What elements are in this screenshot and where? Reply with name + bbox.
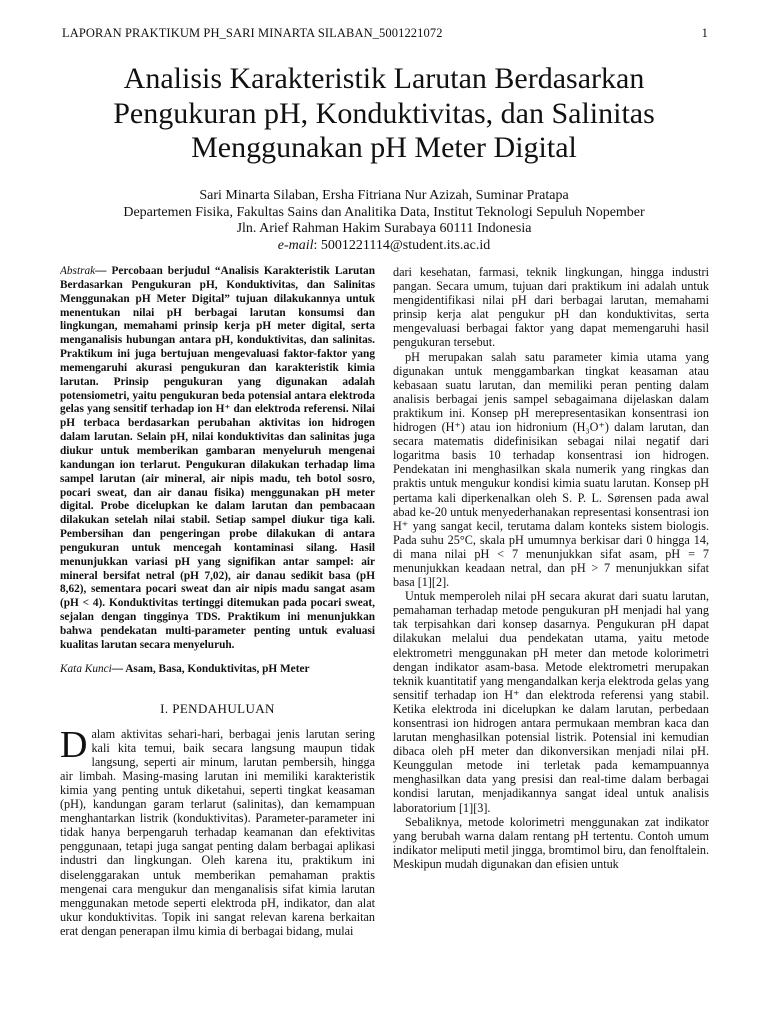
author-names: Sari Minarta Silaban, Ersha Fitriana Nur Azizah, Suminar Pratapa [199,188,569,203]
title-line-1: Analisis Karakteristik Larutan Berdasarkan [123,62,645,95]
author-affiliation: Departemen Fisika, Fakultas Sains dan Analitika Data, Institut Teknologi Sepuluh Nopember [123,204,645,220]
drop-cap: D [60,723,88,766]
right-column [393,265,709,1021]
abstract-lead: Abstrak [60,265,96,277]
paper-title [60,62,708,166]
email-label: e-mail [277,237,314,253]
abstract [60,265,375,653]
intro-paragraph-1-text: alam aktivitas sehari-hari, berbagai jenis larutan sering kali kita temui, baik secara langsung maupun tidak langsung, seperti air minum, larutan pembersih, hingga air limbah. Masing-masing larutan ini memiliki karakteristik kimia yang penting untuk diketahui, seperti tingkat keasaman (pH), kandungan garam terlarut (salinitas), dan kemampuan menghantarkan listrik (konduktivitas). Parameter-parameter ini tidak hanya berpengaruh terhadap keamanan dan efektivitas penggunaan, tetapi juga sangat penting dalam berbagai aplikasi industri dan lingkungan. Oleh karena itu, praktikum ini diselenggarakan untuk memberikan pemahaman praktis mengenai cara mengukur dan menganalisis sifat kimia larutan menggunakan metode seperti elektroda pH, indikator, dan alat ukur konduktivitas. Topik ini sangat relevan karena berkaitan erat dengan penerapan ilmu kimia di berbagai bidang, mulai [60,726,375,938]
intro-paragraph-1 [60,723,375,938]
running-header [62,26,708,42]
author-email-line [60,238,708,255]
title-line-3: Menggunakan pH Meter Digital [191,131,577,164]
keywords-text: — Asam, Basa, Konduktivitas, pH Meter [111,662,310,675]
author-email: : 5001221114@student.its.ac.id [313,237,491,253]
page-number: 1 [701,26,708,40]
abstract-text: — Percobaan berjudul “Analisis Karakteristik Larutan Berdasarkan Pengukuran pH, Konduktivitas, dan Salinitas Menggunakan pH Meter Digital” tujuan dilakukannya untuk menentukan nilai pH berbagai larutan konsumsi dan lingkungan, memahami prinsip kerja pH meter digital, serta menganalisis hubungan antara pH, konduktivitas, dan salinitas. Praktikum ini juga bertujuan mengevaluasi faktor-faktor yang memengaruhi akurasi pengukuran dan karakteristik kimia larutan. Prinsip pengukuran yang digunakan adalah potensiometri, yaitu pengukuran beda potensial antara elektroda gelas yang sensitif terhadap ion H⁺ dan elektroda referensi. Nilai pH terbaca berdasarkan perubahan aktivitas ion hidrogen dalam larutan. Selain pH, nilai konduktivitas dan salinitas juga diukur untuk memberikan gambaran menyeluruh mengenai kandungan ion terlarut. Pengukuran dilakukan terhadap lima sampel larutan (air mineral, air nipis madu, teh botol sosro, pocari sweat, dan air danau fisika) menggunakan pH meter digital. Probe dicelupkan ke dalam larutan dan pembacaan dilakukan setelah nilai stabil. Setiap sampel diukur tiga kali. Pembersihan dan pengeringan probe dilakukan di antara pengukuran untuk mencegah kontaminasi silang. Hasil menunjukkan variasi pH yang signifikan antar sampel: air mineral bersifat netral (pH 7,02), air danau sedikit basa (pH 8,62), sementara pocari sweat dan air nipis madu sangat asam (pH < 4). Konduktivitas tertinggi ditemukan pada pocari sweat, sejalan dengan tingginya TDS. Praktikum ini menunjukkan bahwa pendekatan multi-parameter penting untuk evaluasi kualitas larutan secara menyeluruh. [60,265,375,651]
intro-paragraph-1-continued: dari kesehatan, farmasi, teknik lingkungan, hingga industri pangan. Secara umum, tujuan dari praktikum ini adalah untuk mengidentifikasi nilai pH dari berbagai larutan, memahami prinsip kerja alat pengukur pH dan konduktivitas, serta mengevaluasi berbagai faktor yang dapat memengaruhi hasil pengukuran tersebut. [393,265,709,350]
title-line-2: Pengukuran pH, Konduktivitas, dan Salinitas [113,96,655,130]
author-address: Jln. Arief Rahman Hakim Surabaya 60111 Indonesia [236,221,532,236]
intro-paragraph-3: Untuk memperoleh nilai pH secara akurat dari suatu larutan, pemahaman terhadap metode pengukuran pH menjadi hal yang tak terpisahkan dari konsep dasarnya. Pengukuran pH dapat dilakukan melalui dua pendekatan utama, yaitu metode elektrometri menggunakan pH meter dan metode kolorimetri dengan indikator asam-basa. Metode elektrometri merupakan teknik kuantitatif yang mengandalkan kerja elektroda gelas yang sensitif terhadap ion H⁺ dan elektroda referensi yang stabil. Ketika elektroda ini dicelupkan ke dalam larutan, perbedaan konsentrasi ion hidrogen antara permukaan membran kaca dan larutan menghasilkan potensial listrik. Potensial ini kemudian dibaca oleh pH meter dan dikonversikan menjadi nilai pH. Keunggulan metode ini terletak pada kemampuannya menghasilkan data yang presisi dan real-time dalam berbagai kondisi larutan, menjadikannya sangat ideal untuk analisis laboratorium [1][3]. [393,589,709,815]
keywords [60,663,375,677]
section-heading-introduction: I. PENDAHULUAN [160,701,275,717]
intro-paragraph-4: Sebaliknya, metode kolorimetri menggunakan zat indikator yang berubah warna dalam rentang pH tertentu. Contoh umum indikator meliputi metil jingga, bromtimol biru, dan fenolftalein. Meskipun mudah digunakan dan efisien untuk [393,814,709,871]
running-title: LAPORAN PRAKTIKUM PH_SARI MINARTA SILABAN_5001221072 [62,26,443,40]
left-column [60,265,375,1021]
keywords-lead: Kata Kunci [60,662,112,675]
intro-paragraph-2: pH merupakan salah satu parameter kimia utama yang digunakan untuk menggambarkan tingkat keasaman atau kebasaan suatu larutan, dan memiliki peran penting dalam analisis berbagai jenis sampel sebagaimana dijelaskan dalam praktikum ini. Konsep pH merepresentasikan konsentrasi ion hidrogen (H⁺) atau ion hidronium (H₃O⁺) dalam larutan, dan secara matematis didefinisikan sebagai nilai negatif dari logaritma basis 10 terhadap konsentrasi ion hidrogen. Pendekatan ini menghasilkan skala numerik yang ringkas dan praktis untuk mengukur kondisi kimia suatu larutan. Konsep pH pertama kali diperkenalkan oleh S. P. L. Sørensen pada awal abad ke-20 untuk menyederhanakan representasi konsentrasi ion H⁺ yang sangat kecil, terutama dalam konteks sistem biologis. Pada suhu 25°C, skala pH umumnya berkisar dari 0 hingga 14, di mana nilai pH < 7 menunjukkan sifat asam, pH = 7 menunjukkan keadaan netral, dan pH > 7 menunjukkan sifat basa [1][2]. [393,349,709,590]
author-block [60,188,708,254]
